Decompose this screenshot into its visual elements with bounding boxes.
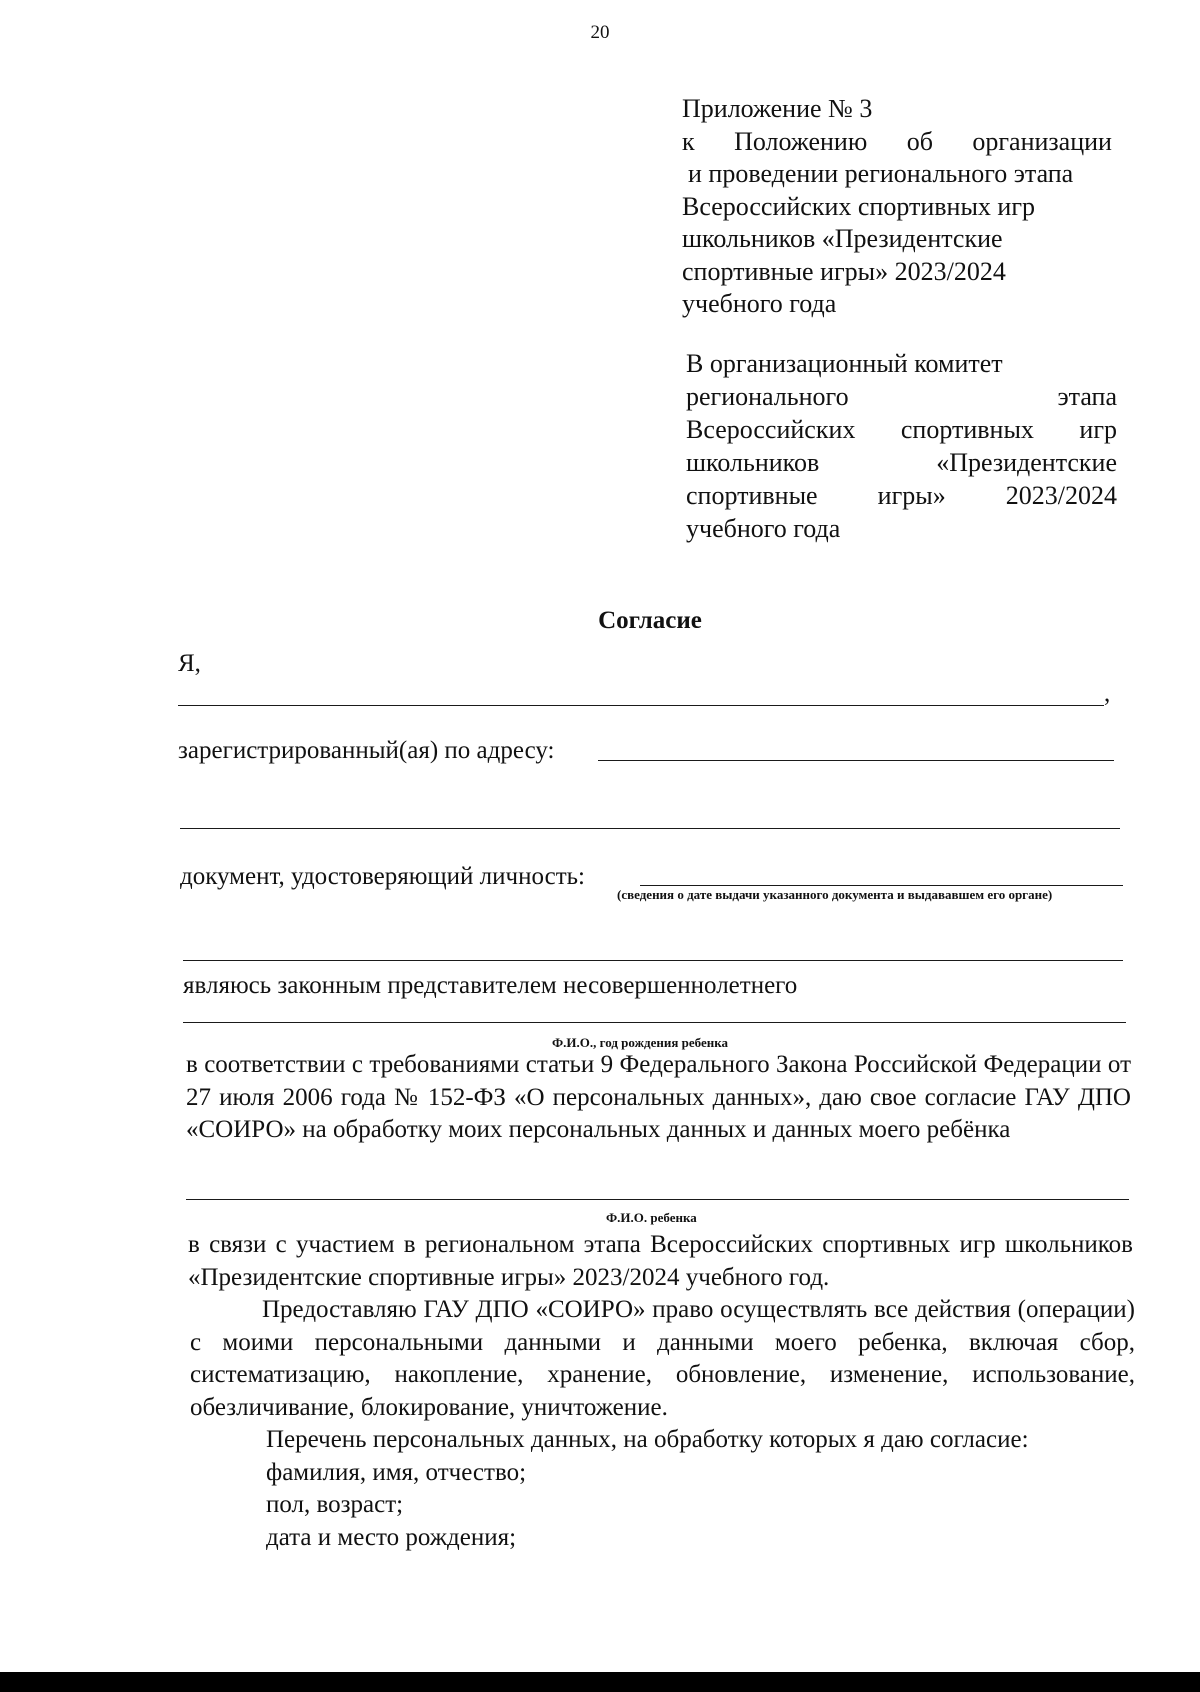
- annex-header: [682, 93, 1112, 321]
- representative-text: являюсь законным представителем несовершеннолетнего: [183, 972, 798, 999]
- child-name-birthyear-field[interactable]: [183, 1022, 1126, 1023]
- document-label: документ, удостоверяющий личность:: [180, 863, 585, 890]
- annex-line-6: спортивные игры» 2023/2024: [682, 256, 1006, 286]
- document-caption: (сведения о дате выдачи указанного документа и выдававшем его органе): [617, 887, 1053, 902]
- child-name-field[interactable]: [186, 1199, 1129, 1200]
- consent-title: Согласие: [598, 607, 702, 634]
- annex-line-5: школьников «Президентские: [682, 224, 1003, 253]
- addressee-line-6: учебного года: [686, 514, 841, 543]
- addressee-block: [686, 347, 1117, 545]
- i-label: Я,: [178, 650, 201, 677]
- address-field[interactable]: [598, 760, 1114, 761]
- annex-title: Приложение № 3: [682, 94, 873, 123]
- addressee-line-5: спортивные игры» 2023/2024: [686, 481, 1117, 510]
- child-name-birthyear-caption: Ф.И.О., год рождения ребенка: [552, 1035, 728, 1050]
- list-item: фамилия, имя, отчество;: [266, 1458, 527, 1486]
- participation-paragraph: в связи с участием в региональном этапа Всероссийских спортивных игр школьников «Президентские спортивные игры» 2023/2024 учебного год.: [188, 1231, 1133, 1291]
- list-intro: Перечень персональных данных, на обработку которых я даю согласие:: [266, 1426, 1029, 1453]
- full-name-field[interactable]: [178, 705, 1104, 706]
- document-field-continued[interactable]: [183, 960, 1123, 961]
- scan-border-bar: [0, 1672, 1200, 1692]
- rights-paragraph: Предоставляю ГАУ ДПО «СОИРО» право осуществлять все действия (операции) с моими персональными данными и данными моего ребенка, включая сбор, систематизацию, накопление, хранение, обновление, изменение, использование, обезличивание, блокирование, уничтожение.: [190, 1296, 1135, 1421]
- addressee-line-2: регионального этапа: [686, 382, 1117, 411]
- page-number: 20: [590, 22, 610, 43]
- name-comma: ,: [1104, 680, 1111, 707]
- annex-line-4: Всероссийских спортивных игр: [682, 191, 1036, 221]
- document-field[interactable]: [640, 885, 1123, 886]
- law-paragraph: в соответствии с требованиями статьи 9 Федерального Закона Российской Федерации от 27 июля 2006 года № 152-ФЗ «О персональных данных», даю свое согласие ГАУ ДПО «СОИРО» на обработку моих персональных данных и данных моего ребёнка: [186, 1051, 1131, 1143]
- child-name-caption: Ф.И.О. ребенка: [606, 1210, 697, 1225]
- annex-line-3: и проведении регионального этапа: [688, 159, 1074, 188]
- personal-data-list: [266, 1424, 1146, 1554]
- addressee-line-1: В организационный комитет: [686, 349, 1003, 378]
- address-field-continued[interactable]: [180, 828, 1120, 829]
- addressee-line-4: школьников «Президентские: [686, 448, 1117, 477]
- address-label: зарегистрированный(ая) по адресу:: [178, 737, 555, 764]
- annex-line-2: к Положению об организации: [682, 126, 1112, 156]
- list-item: пол, возраст;: [266, 1491, 404, 1518]
- addressee-line-3: Всероссийских спортивных игр: [686, 415, 1117, 444]
- list-item: дата и место рождения;: [266, 1523, 517, 1551]
- annex-line-7: учебного года: [682, 289, 837, 318]
